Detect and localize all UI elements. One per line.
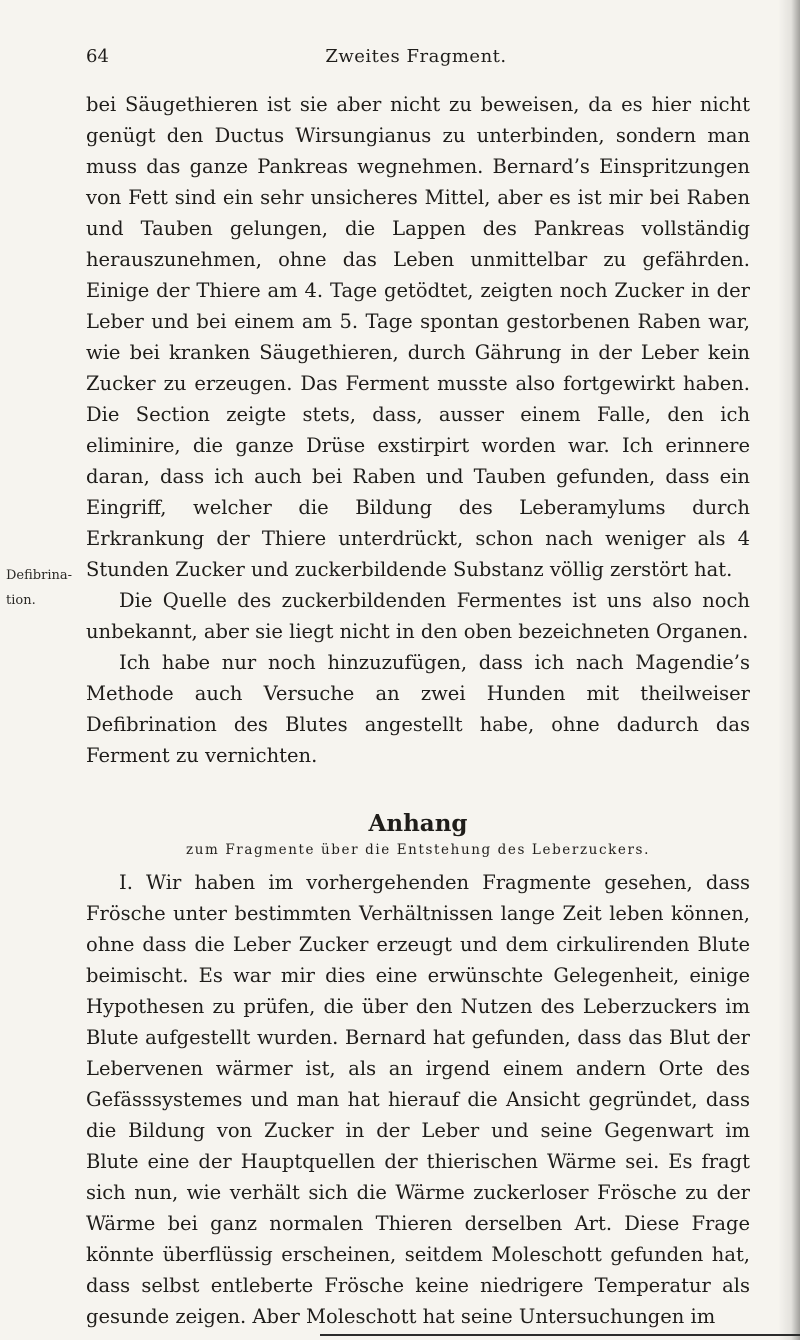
page-number: 64: [86, 46, 109, 67]
margin-note: [6, 563, 82, 613]
bottom-edge-line: [320, 1334, 800, 1336]
page-header: [86, 46, 746, 76]
page-edge-shadow: [778, 0, 800, 1340]
appendix-paragraph-1: I. Wir haben im vorhergehenden Fragmente gesehen, dass Frösche unter bestimmten Verhältnissen lange Zeit leben können, ohne dass die Leber Zucker erzeugt und dem cirkulirenden Blute beimischt. Es war mir dies eine erwünschte Gelegenheit, einige Hypothesen zu prüfen, die über den Nutzen des Leberzuckers im Blute aufgestellt wurden. Bernard hat gefunden, dass das Blut der Lebervenen wärmer ist, als an irgend einem andern Orte des Gefässsystemes und man hat hierauf die Ansicht gegründet, dass die Bildung von Zucker in der Leber und seine Gegenwart im Blute eine der Hauptquellen der thierischen Wärme sei. Es fragt sich nun, wie verhält sich die Wärme zuckerloser Frösche zu der Wärme bei ganz normalen Thieren derselben Art. Diese Frage könnte überflüssig erscheinen, seitdem Moleschott gefunden hat, dass selbst entleberte Frösche keine niedrigere Temperatur als gesunde zeigen. Aber Moleschott hat seine Untersuchungen im: [86, 871, 750, 1328]
running-head: Zweites Fragment.: [325, 46, 507, 67]
body-text: [86, 89, 750, 1332]
paragraph-2: Die Quelle des zuckerbildenden Fermentes ist uns also noch unbekannt, aber sie liegt nicht in den oben bezeichneten Organen.: [86, 589, 750, 643]
paragraph-1: bei Säugethieren ist sie aber nicht zu beweisen, da es hier nicht genügt den Ductus Wirsungianus zu unterbinden, sondern man muss das ganze Pankreas wegnehmen. Bernard’s Einspritzungen von Fett sind ein sehr unsicheres Mittel, aber es ist mir bei Raben und Tauben gelungen, die Lappen des Pankreas vollständig herauszunehmen, ohne das Leben unmittelbar zu gefährden. Einige der Thiere am 4. Tage getödtet, zeigten noch Zucker in der Leber und bei einem am 5. Tage spontan gestorbenen Raben war, wie bei kranken Säugethieren, durch Gährung in der Leber kein Zucker zu erzeugen. Das Ferment musste also fortgewirkt haben. Die Section zeigte stets, dass, ausser einem Falle, den ich eliminire, die ganze Drüse exstirpirt worden war. Ich erinnere daran, dass ich auch bei Raben und Tauben gefunden, dass ein Eingriff, welcher die Bildung des Leberamylums durch Erkrankung der Thiere unterdrückt, schon nach weniger als 4 Stunden Zucker und zuckerbildende Substanz völlig zerstört hat.: [86, 93, 750, 581]
paragraph-3: Ich habe nur noch hinzuzufügen, dass ich nach Magendie’s Methode auch Versuche an zwei Hunden mit theilweiser Defibrination des Blutes angestellt habe, ohne dadurch das Ferment zu vernichten.: [86, 651, 750, 767]
margin-note-text: Defibrina- tion.: [6, 568, 72, 608]
appendix-subtitle: zum Fragmente über die Entstehung des Leberzuckers.: [186, 842, 650, 858]
appendix-title: Anhang: [368, 810, 468, 837]
